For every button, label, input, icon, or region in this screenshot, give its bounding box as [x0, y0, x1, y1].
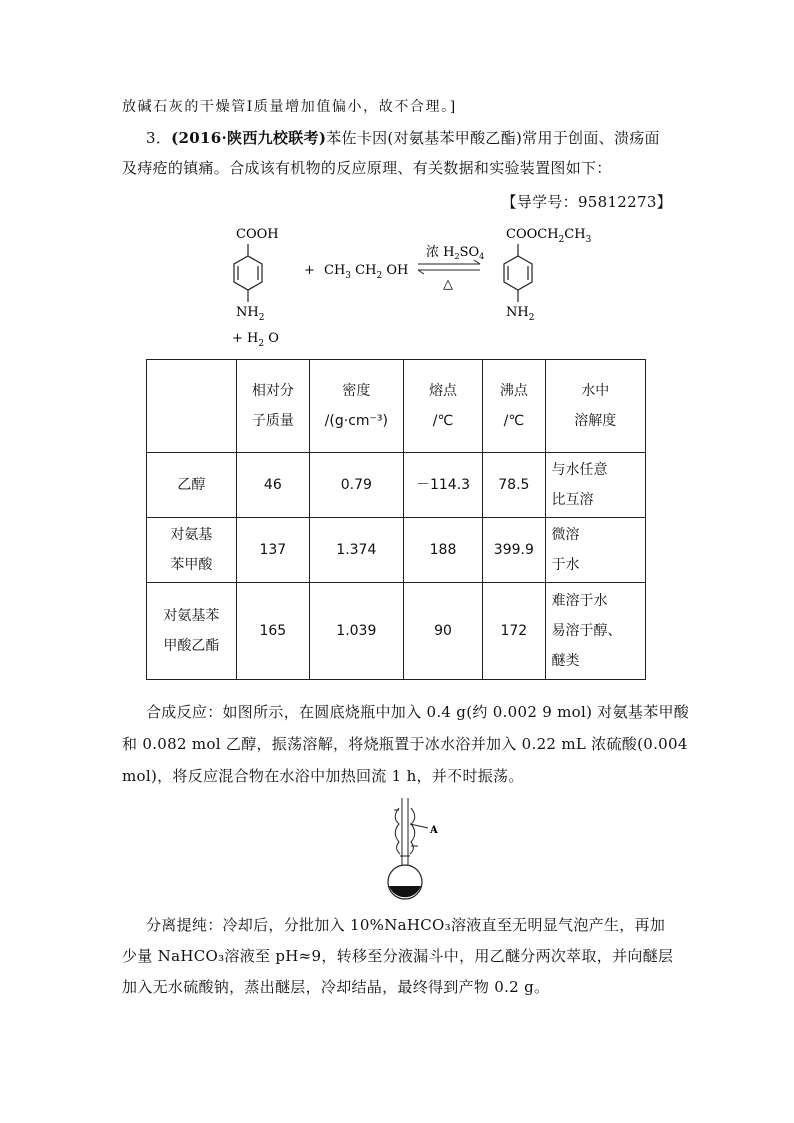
plus-sign: + [304, 263, 315, 278]
cell-density: 1.374 [309, 518, 403, 583]
reaction-scheme [200, 220, 620, 350]
cell-solubility: 难溶于水 易溶于醇、 醚类 [545, 583, 645, 680]
header-cell-boiling-point: 沸点 /℃ [483, 360, 545, 453]
cell-solubility: 微溶 于水 [545, 518, 645, 583]
table-row [147, 453, 646, 518]
byproduct-water: + $H_2$ O [232, 331, 279, 349]
cell-molar-mass: 137 [236, 518, 309, 583]
cell-boiling-point: 78.5 [483, 453, 545, 518]
header-cell-solubility: 水中 溶解度 [545, 360, 645, 453]
condition-heat: △ [443, 277, 453, 292]
reflux-apparatus [380, 796, 460, 904]
separation-line-1: 分离提纯：冷却后，分批加入 10%NaHCO₃溶液直至无明显气泡产生，再加 [146, 916, 666, 934]
synthesis-line-1: 合成反应：如图所示，在圆底烧瓶中加入 0.4 g(约 0.002 9 mol) 对氨基苯甲酸 [146, 703, 690, 721]
reactant-benzene-ring [234, 244, 262, 302]
table-row [147, 518, 646, 583]
condenser-icon [394, 798, 428, 866]
cell-name: 乙醇 [147, 453, 237, 518]
cell-melting-point: －114.3 [403, 453, 482, 518]
cell-boiling-point: 399.9 [483, 518, 545, 583]
separation-line-2: 少量 NaHCO₃溶液至 pH≈9，转移至分液漏斗中，用乙醚分两次萃取，并向醚层 [122, 947, 674, 965]
cell-molar-mass: 46 [236, 453, 309, 518]
table-row [147, 583, 646, 680]
round-bottom-flask-icon [388, 865, 422, 899]
cell-melting-point: 90 [403, 583, 482, 680]
previous-answer-line: 放碱石灰的干燥管Ⅰ质量增加值偏小，故不合理。] [122, 99, 457, 115]
question-source: (2016·陕西九校联考) [171, 129, 327, 147]
synthesis-label: 合成反应 [146, 703, 208, 721]
properties-table [146, 359, 646, 680]
cell-boiling-point: 172 [483, 583, 545, 680]
cell-density: 0.79 [309, 453, 403, 518]
product-amine-label: $NH_2$ [506, 305, 535, 323]
header-cell-melting-point: 熔点 /℃ [403, 360, 482, 453]
condition-acid: 浓 $H_2SO_4$ [426, 245, 485, 261]
cell-molar-mass: 165 [236, 583, 309, 680]
equilibrium-arrow [418, 260, 480, 274]
ethanol-formula: $CH_3$ $CH_2$ OH [324, 263, 409, 281]
cell-name: 对氨基 苯甲酸 [147, 518, 237, 583]
question-number: 3． [146, 129, 172, 147]
separation-line-3: 加入无水硫酸钠，蒸出醚层，冷却结晶，最终得到产物 0.2 g。 [122, 978, 550, 996]
question-intro-line-2: 及痔疮的镇痛。合成该有机物的反应原理、有关数据和实验装置图如下： [122, 159, 612, 177]
table-header-row [147, 360, 646, 453]
cell-melting-point: 188 [403, 518, 482, 583]
header-cell-empty [147, 360, 237, 453]
synthesis-line-2: 和 0.082 mol 乙醇，振荡溶解，将烧瓶置于冰水浴并加入 0.22 mL 浓硫酸(0.004 [122, 735, 688, 753]
product-ester-label: $COOCH_2CH_3$ [506, 227, 592, 245]
cell-solubility: 与水任意 比互溶 [545, 453, 645, 518]
question-intro-a: 苯佐卡因(对氨基苯甲酸乙酯)常用于创面、溃疡面 [326, 129, 660, 147]
cell-density: 1.039 [309, 583, 403, 680]
header-cell-density: 密度 /(g·cm⁻³) [309, 360, 403, 453]
separation-label: 分离提纯 [146, 916, 208, 934]
product-benzene-ring [504, 244, 532, 302]
reactant-amine-label: $NH_2$ [236, 305, 265, 323]
label-a: A [430, 825, 438, 836]
reactant-cooh-label: COOH [236, 227, 279, 242]
cell-name: 对氨基苯 甲酸乙酯 [147, 583, 237, 680]
synthesis-line-3: mol)，将反应混合物在水浴中加热回流 1 h，并不时振荡。 [122, 767, 524, 785]
header-cell-molar-mass: 相对分 子质量 [236, 360, 309, 453]
guide-number-tag: 【导学号：95812273】 [501, 193, 672, 211]
question-intro-line-1 [146, 127, 660, 148]
